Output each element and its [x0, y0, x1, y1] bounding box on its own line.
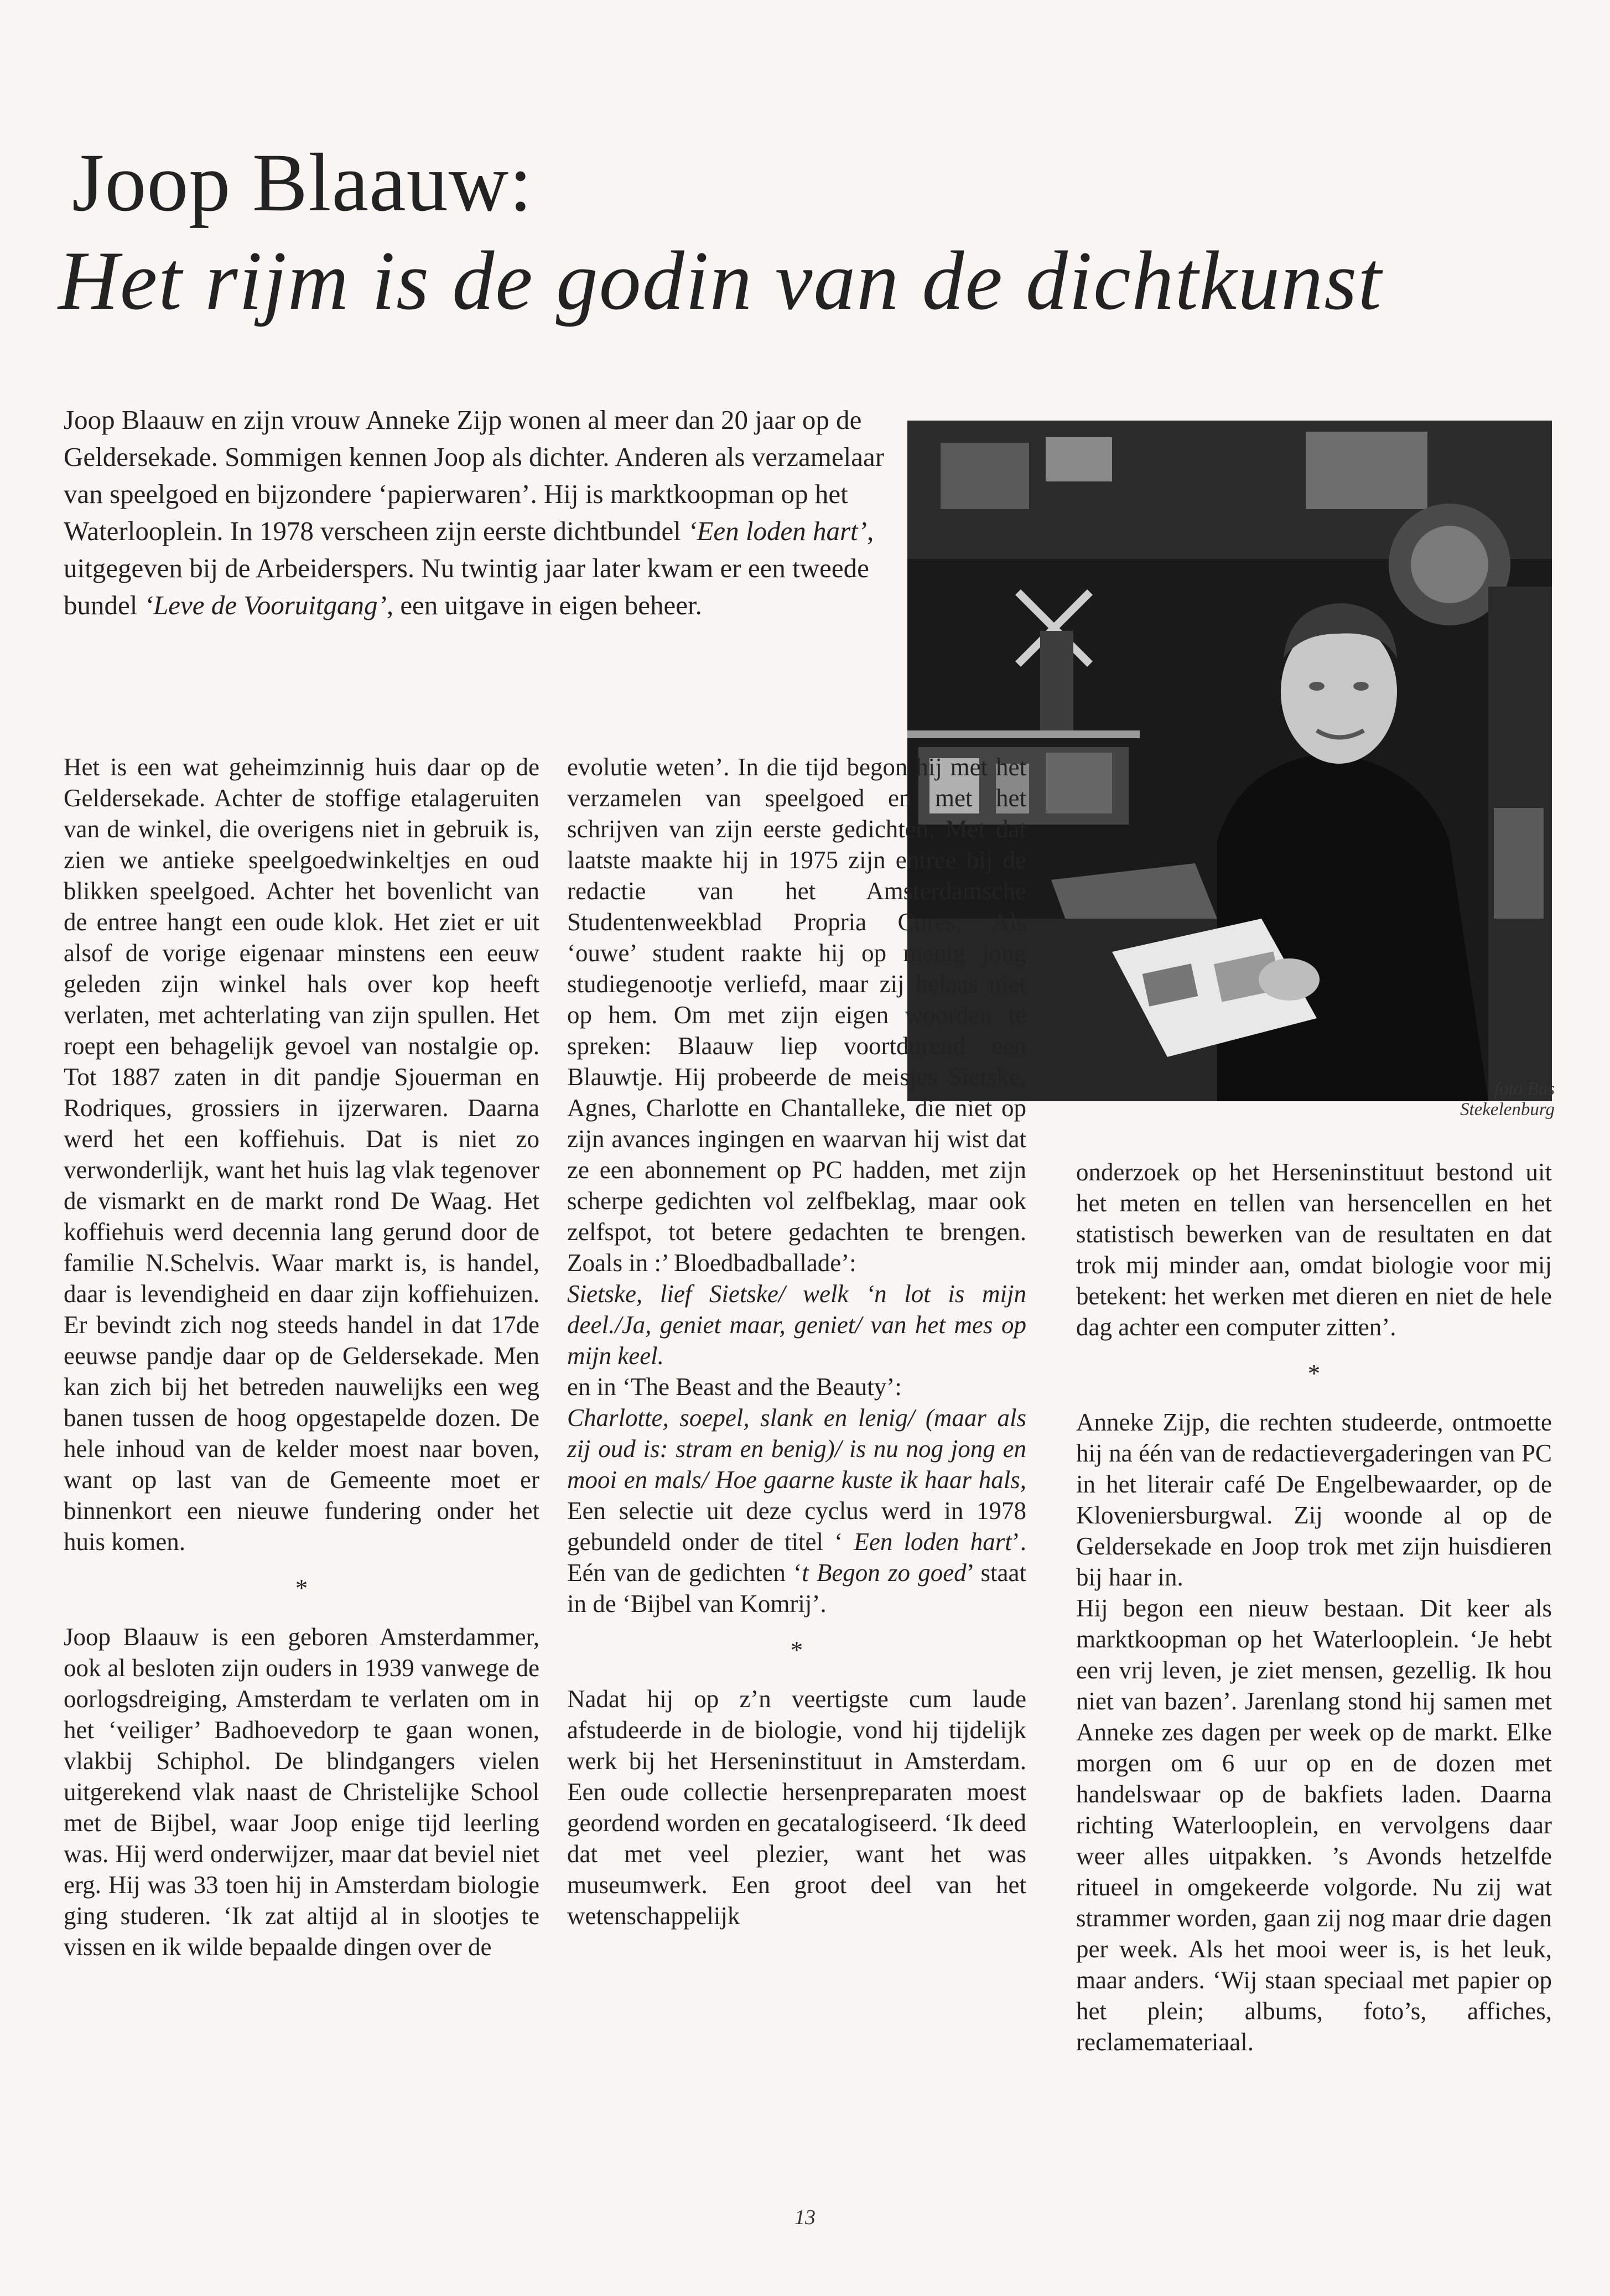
poem-quote: Charlotte, soepel, slank en lenig/ (maar als zij oud is: stram en benig)/ is nu nog jong en mooi en mals/ Hoe gaarne kuste ik haar hals, — [567, 1404, 1026, 1494]
inline-text: ’. Eén van de gedichten ‘ — [567, 1528, 1027, 1587]
intro-paragraph — [64, 401, 894, 624]
book-title-2: ‘Leve de Vooruitgang’ — [144, 590, 387, 620]
column-2 — [567, 751, 1026, 1931]
column-1 — [64, 751, 539, 1962]
inline-text: Een selectie uit deze cyclus werd in 1978 gebundeld onder de titel ‘ — [567, 1497, 1026, 1556]
book-title: Een loden hart — [854, 1528, 1012, 1556]
paragraph: onderzoek op het Herseninstituut bestond uit het meten en tellen van hersencellen en het statistisch bewerken van de resultaten en dat trok mij minder aan, omdat biologie voor mij betekent: het werken met dieren en niet de hele dag achter een computer zitten’. — [1076, 1158, 1552, 1341]
intro-text-2: , uitgegeven bij de Arbeiderspers. Nu twintig jaar later kwam er een tweede bundel — [64, 516, 874, 620]
page-number: 13 — [794, 2206, 816, 2229]
column-3 — [1076, 1157, 1552, 2057]
intro-text-1: Joop Blaauw en zijn vrouw Anneke Zijp wonen al meer dan 20 jaar op de Geldersekade. Sommigen kennen Joop als dichter. Anderen als verzamelaar van speelgoed en bijzondere ‘papierwaren’. Hij is marktkoopman op het Waterlooplein. In 1978 verscheen zijn eerste dichtbundel — [64, 405, 885, 546]
section-separator: * — [295, 1574, 308, 1602]
section-separator: * — [1307, 1360, 1321, 1387]
photo-caption: foto Bas Stekelenburg — [1460, 1079, 1555, 1120]
intro-text-3: , een uitgave in eigen beheer. — [386, 590, 702, 620]
paragraph: Nadat hij op z’n veertigste cum laude afstudeerde in de biologie, vond hij tijdelijk werk bij het Herseninstituut in Amsterdam. Een oude collectie hersenpreparaten moest geordend worden en gecatalogiseerd. ‘Ik deed dat met veel plezier, want het was museumwerk. Een groot deel van het wetenschappelijk — [567, 1685, 1026, 1930]
paragraph: Hij begon een nieuw bestaan. Dit keer als marktkoopman op het Waterlooplein. ‘Je hebt een vrij leven, je ziet mensen, gezellig. Ik hou niet van bazen’. Jarenlang stond hij samen met Anneke zes dagen per week op de markt. Elke morgen om 6 uur op en de dozen met handelswaar op de bakfiets laden. Daarna richting Waterlooplein, en vervolgens daar weer alles uitpakken. ’s Avonds hetzelfde ritueel in omgekeerde volgorde. Nu zij wat strammer worden, gaan zij nog maar drie dagen per week. Als het mooi weer is, is het leuk, maar anders. ‘Wij staan speciaal met papier op het plein; albums, foto’s, affiches, reclamemateriaal. — [1076, 1594, 1552, 2056]
paragraph: Joop Blaauw is een geboren Amsterdammer, ook al besloten zijn ouders in 1939 vanwege de oorlogsdreiging, Amsterdam te verlaten om in het ‘veiliger’ Badhoevedorp te gaan wonen, vlakbij Schiphol. De blindgangers vielen uitgerekend vlak naast de Christelijke School met de Bijbel, waar Joop enige tijd leerling was. Hij werd onderwijzer, maar dat beviel niet erg. Hij was 33 toen hij in Amsterdam biologie ging studeren. ‘Ik zat altijd al in slootjes te vissen en ik wilde bepaalde dingen over de — [64, 1623, 539, 1961]
article-title: Joop Blaauw: — [72, 137, 533, 229]
paragraph: Het is een wat geheimzinnig huis daar op de Geldersekade. Achter de stoffige etalageruiten van de winkel, die overigens niet in gebruik is, zien we antieke speelgoedwinkeltjes en oud blikken speelgoed. Achter het bovenlicht van de entree hangt een oude klok. Het ziet er uit alsof de vorige eigenaar minstens een eeuw geleden zijn winkel hals over kop heeft verlaten, met achterlating van zijn spullen. Het roept een behagelijk gevoel van nostalgie op. Tot 1887 zaten in dit pandje Sjouerman en Rodriques, grossiers in ijzerwaren. Daarna werd het een koffiehuis. Dat is niet zo verwonderlijk, want het huis lag vlak tegenover de vismarkt en de markt rond De Waag. Het koffiehuis werd decennia lang gerund door de familie N.Schelvis. Waar markt is, is handel, daar is levendigheid en daar zijn koffiehuizen. Er bevindt zich nog steeds handel in dat 17de eeuwse pandje daar op de Geldersekade. Men kan zich bij het betreden nauwelijks een weg banen tussen de hoog opgestapelde dozen. De hele inhoud van de kelder moest naar boven, want op last van de Gemeente moet er binnenkort een nieuwe fundering onder het huis komen. — [64, 753, 539, 1556]
section-separator: * — [790, 1636, 803, 1664]
poem-quote: Sietske, lief Sietske/ welk ‘n lot is mijn deel./Ja, geniet maar, geniet/ van het mes op mijn keel. — [567, 1280, 1026, 1370]
article-subtitle: Het rijm is de godin van de dichtkunst — [58, 234, 1383, 327]
paragraph: evolutie weten’. In die tijd begon hij met het verzamelen van speelgoed en met het schrijven van zijn eerste gedichten. Met dat laatste maakte hij in 1975 zijn entree bij de redactie van het Amsterdamsche Studentenweekblad Propria Cures. Als ‘ouwe’ student raakte hij op menig jong studiegenootje verliefd, maar zij helaas niet op hem. Om met zijn eigen woorden te spreken: Blaauw liep voortdurend een Blauwtje. Hij probeerde de meisjes Sietske, Agnes, Charlotte en Chantalleke, die niet op zijn avances ingingen en waarvan hij wist dat ze een abonnement op PC hadden, met zijn scherpe gedichten vol zelfbeklag, maar ook zelfspot, tot betere gedachten te brengen. Zoals in :’ Bloedbadballade’: — [567, 753, 1026, 1277]
paragraph: Anneke Zijp, die rechten studeerde, ontmoette hij na één van de redactievergaderingen van PC in het literair café De Engelbewaarder, op de Kloveniersburgwal. Zij woonde al op de Geldersekade en Joop trok met zijn huisdieren bij haar in. — [1076, 1408, 1552, 1591]
book-title-1: ‘Een loden hart’ — [688, 516, 867, 546]
paragraph: en in ‘The Beast and the Beauty’: — [567, 1373, 902, 1401]
inline-text: ’ staat in de ‘Bijbel van Komrij’. — [567, 1559, 1026, 1618]
poem-title: t Begon zo goed — [802, 1559, 967, 1587]
